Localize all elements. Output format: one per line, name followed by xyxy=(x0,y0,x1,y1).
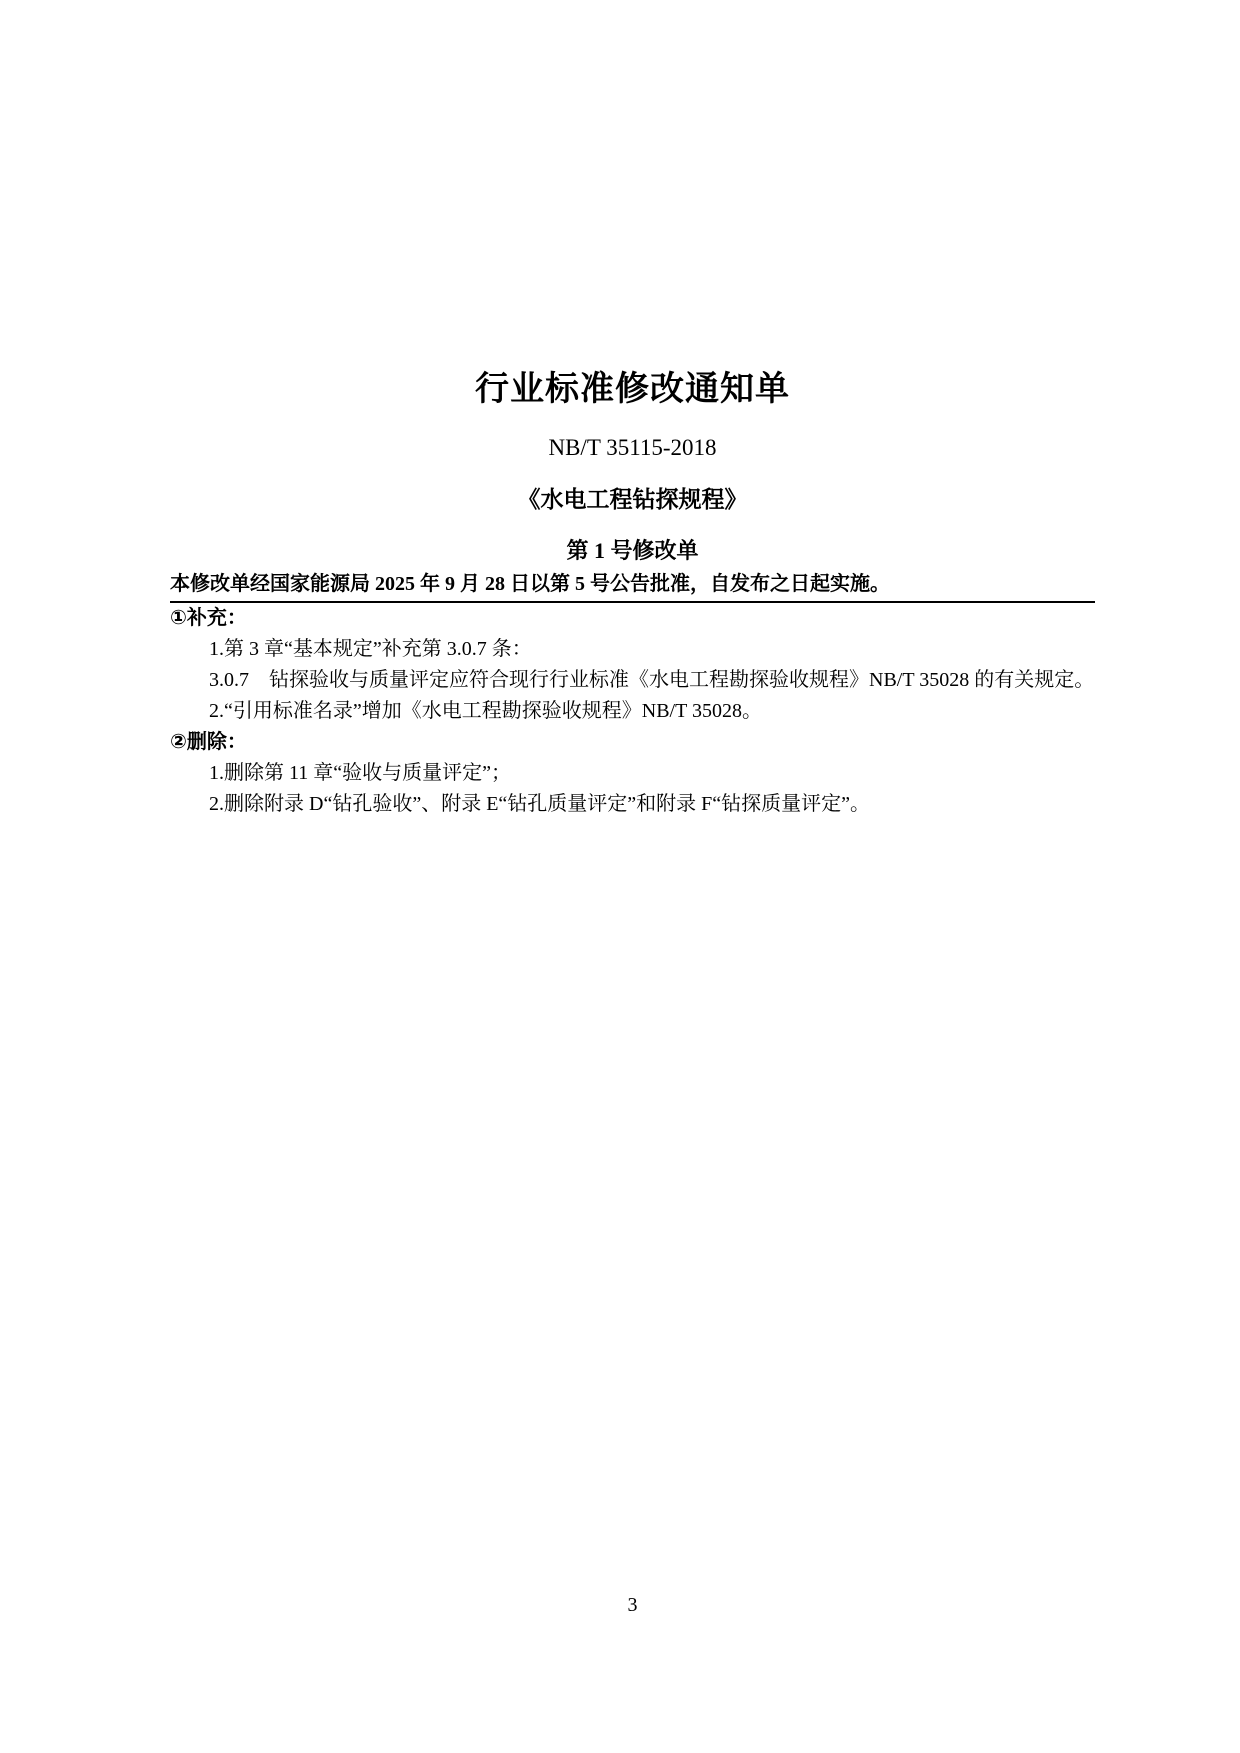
standard-code: NB/T 35115-2018 xyxy=(548,435,717,460)
deletion-item-2: 2.删除附录 D“钻孔验收”、附录 E“钻孔质量评定”和附录 F“钻探质量评定”。 xyxy=(209,793,871,815)
section-supplement-heading: ①补充： xyxy=(170,607,247,629)
amendment-number-title: 第 1 号修改单 xyxy=(566,538,699,563)
document-title: 行业标准修改通知单 xyxy=(475,371,790,408)
standard-name: 《水电工程钻探规程》 xyxy=(517,487,748,512)
supplement-item-2: 2.“引用标准名录”增加《水电工程勘探验收规程》NB/T 35028。 xyxy=(209,700,762,722)
supplement-clause-3-0-7: 3.0.7 钻探验收与质量评定应符合现行行业标准《水电工程勘探验收规程》NB/T 35028 的有关规定。 xyxy=(209,669,1095,691)
deletion-item-1: 1.删除第 11 章“验收与质量评定”； xyxy=(209,762,512,784)
section-deletion-heading: ②删除： xyxy=(170,731,247,753)
page-content xyxy=(170,0,1095,820)
section-supplement xyxy=(170,603,1095,727)
approval-statement: 本修改单经国家能源局 2025 年 9 月 28 日以第 5 号公告批准，自发布之日起实施。 xyxy=(170,572,1095,603)
section-deletion xyxy=(170,727,1095,820)
supplement-item-1: 1.第 3 章“基本规定”补充第 3.0.7 条： xyxy=(209,638,532,660)
page-number: 3 xyxy=(627,1594,638,1616)
